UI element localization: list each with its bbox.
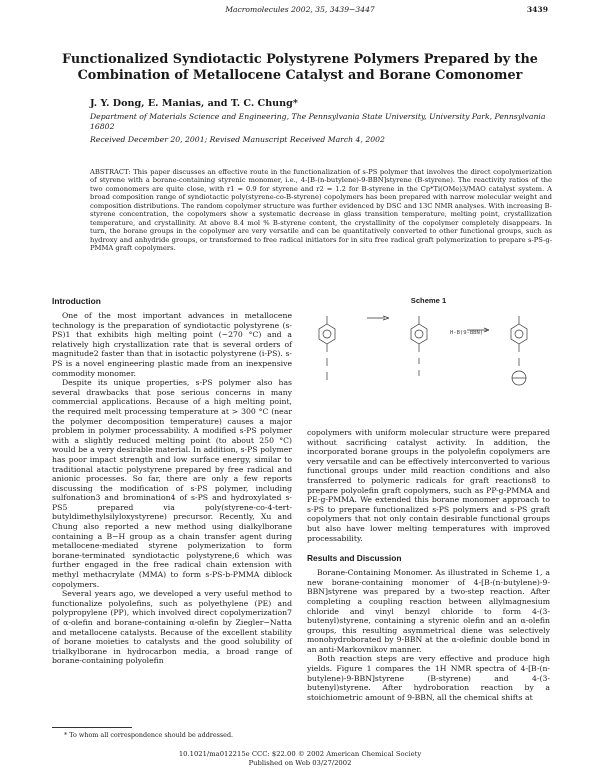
doi-line: 10.1021/ma012215e CCC: $22.00 © 2002 American Chemical Society	[178, 750, 422, 758]
correspondence-footnote: * To whom all correspondence should be addressed.	[64, 731, 234, 739]
vinylbenzyl-chloride-structure	[319, 316, 335, 380]
journal-citation: Macromolecules 2002, 35, 3439−3447	[225, 5, 375, 14]
intro-paragraph-2: Despite its unique properties, s-PS polymer also has several drawbacks that pose serious concerns in many commercial applications. Because of a high melting point, the required melt processing temperature at > 300 °C (near the polymer decomposition temperature) causes a major problem in polymer processability. A modified s-PS polymer with a slightly reduced melting point (to about 250 °C) would be a very desirable material. In addition, s-PS polymer has poor impact strength and low surface energy, similar to traditional atactic polystyrene prepared by free radical and anionic processes. So far, there are only a few reports discussing the modification of s-PS polymer, including sulfonation3 and bromination4 of s-PS and hydroxylated s-PS5 prepared via poly(styrene-co-4-tert-butyldimethylsilyloxystyrene) precursor. Recently, Xu and Chung also reported a new method using dialkylborane containing a B−H group as a chain transfer agent during metallocene-mediated styrene polymerization to form borane-terminated syndiotactic polystyrene,6 which was further engaged in the free radical chain extension with methyl methacrylate (MMA) to form s-PS-b-PMMA diblock copolymers.	[52, 378, 292, 589]
results-heading: Results and Discussion	[307, 553, 402, 564]
running-header	[52, 5, 548, 17]
article-title: Functionalized Syndiotactic Polystyrene Polymers Prepared by the Combination of Metallocene Catalyst and Borane Comonomer	[62, 52, 538, 83]
scheme-1-reaction-diagram	[307, 308, 550, 408]
page-footer	[0, 750, 600, 768]
results-paragraph-1: Borane-Containing Monomer. As illustrated in Scheme 1, a new borane-containing monomer of 4-[B-(n-butylene)-9-BBN]styrene was prepared by a two-step reaction. After completing a coupling reaction between allylmagnesium chloride and vinyl benzyl chloride to form 4-(3-butenyl)styrene, containing a styrenic olefin and an α-olefin groups, this resulting asymmetrical diene was selectively monohydroborated by 9-BBN at the α-olefinic double bond in an anti-Markovnikov manner.	[307, 568, 550, 654]
butenylstyrene-structure	[411, 316, 427, 376]
author-list: J. Y. Dong, E. Manias, and T. C. Chung*	[90, 98, 298, 109]
allyl-grignard-structure	[367, 316, 389, 320]
reagent-label: H-B(9-BBN)	[450, 330, 484, 336]
left-column	[52, 296, 292, 666]
author-affiliation: Department of Materials Science and Engineering, The Pennsylvania State University, University Park, Pennsylvania 16802	[90, 112, 546, 131]
published-date: Published on Web 03/27/2002	[248, 759, 352, 767]
b-styrene-structure	[511, 316, 527, 385]
abstract: ABSTRACT: This paper discusses an effective route in the functionalization of s-PS polymer that involves the direct copolymerization of styrene with a borane-containing styrenic monomer, i.e., 4-[B-(n-butylene)-9-BBN]styrene (B-styrene). The reactivity ratios of the two comonomers are quite close, with r1 = 0.9 for styrene and r2 = 1.2 for B-styrene in the Cp*Ti(OMe)3/MAO catalyst system. A broad composition range of syndiotactic poly(styrene-co-B-styrene) copolymers has been prepared with narrow molecular weight and composition distributions. The random copolymer structure was further evidenced by DSC and 13C NMR analyses. With increasing B-styrene concentration, the copolymers show a systematic decrease in glass transition temperature, melting point, crystallization temperature, and crystallinity. At above 8.4 mol % B-styrene content, the crystallinity of the copolymer completely disappears. In turn, the borane groups in the copolymer are very versatile and can be quantitatively converted to other functional groups, such as hydroxy and anhydride groups, or transformed to free radical initiators for in situ free radical graft polymerization to prepare s-PS-g-PMMA graft copolymers.	[90, 168, 552, 253]
intro-paragraph-3: Several years ago, we developed a very useful method to functionalize polyolefins, such as polyethylene (PE) and polypropylene (PP), which involved direct copolymerization7 of α-olefin and borane-containing α-olefin by Ziegler−Natta and metallocene catalysts. Because of the excellent stability of borane moieties to catalysts and the good solubility of trialkylborane in hydrocarbon media, a broad range of borane-containing polyolefin	[52, 589, 292, 666]
results-paragraph-2: Both reaction steps are very effective and produce high yields. Figure 1 compares the 1H NMR spectra of 4-[B-(n-butylene)-9-BBN]styrene (B-styrene) and 4-(3-butenyl)styrene. After hydroboration reaction by a stoichiometric amount of 9-BBN, all the chemical shifts at	[307, 654, 550, 702]
right-column	[307, 296, 550, 702]
introduction-heading: Introduction	[52, 296, 101, 306]
footnote-divider	[52, 727, 132, 728]
right-paragraph-1: copolymers with uniform molecular structure were prepared without sacrificing catalyst activity. In addition, the incorporated borane groups in the polyolefin copolymers are very versatile and can be effectively interconverted to various functional groups under mild reaction conditions and also transferred to polymeric radicals for graft reactions8 to prepare polyolefin graft copolymers, such as PP-g-PMMA and PE-g-PMMA. We extended this borane monomer approach to s-PS to prepare functionalized s-PS polymers and s-PS graft copolymers that not only contain desirable functional groups but also have lower melting temperatures with improved processability.	[307, 428, 550, 543]
intro-paragraph-1: One of the most important advances in metallocene technology is the preparation of syndiotactic polystyrene (s-PS)1 that exhibits high melting point (~270 °C) and a relatively high crystallization rate that is several orders of magnitude2 faster than that in isotactic polystyrene (i-PS). s-PS is a novel engineering plastic made from an inexpensive commodity monomer.	[52, 311, 292, 378]
page-number: 3439	[526, 5, 548, 14]
scheme-label: Scheme 1	[410, 296, 447, 305]
received-dates: Received December 20, 2001; Revised Manuscript Received March 4, 2002	[90, 135, 385, 144]
